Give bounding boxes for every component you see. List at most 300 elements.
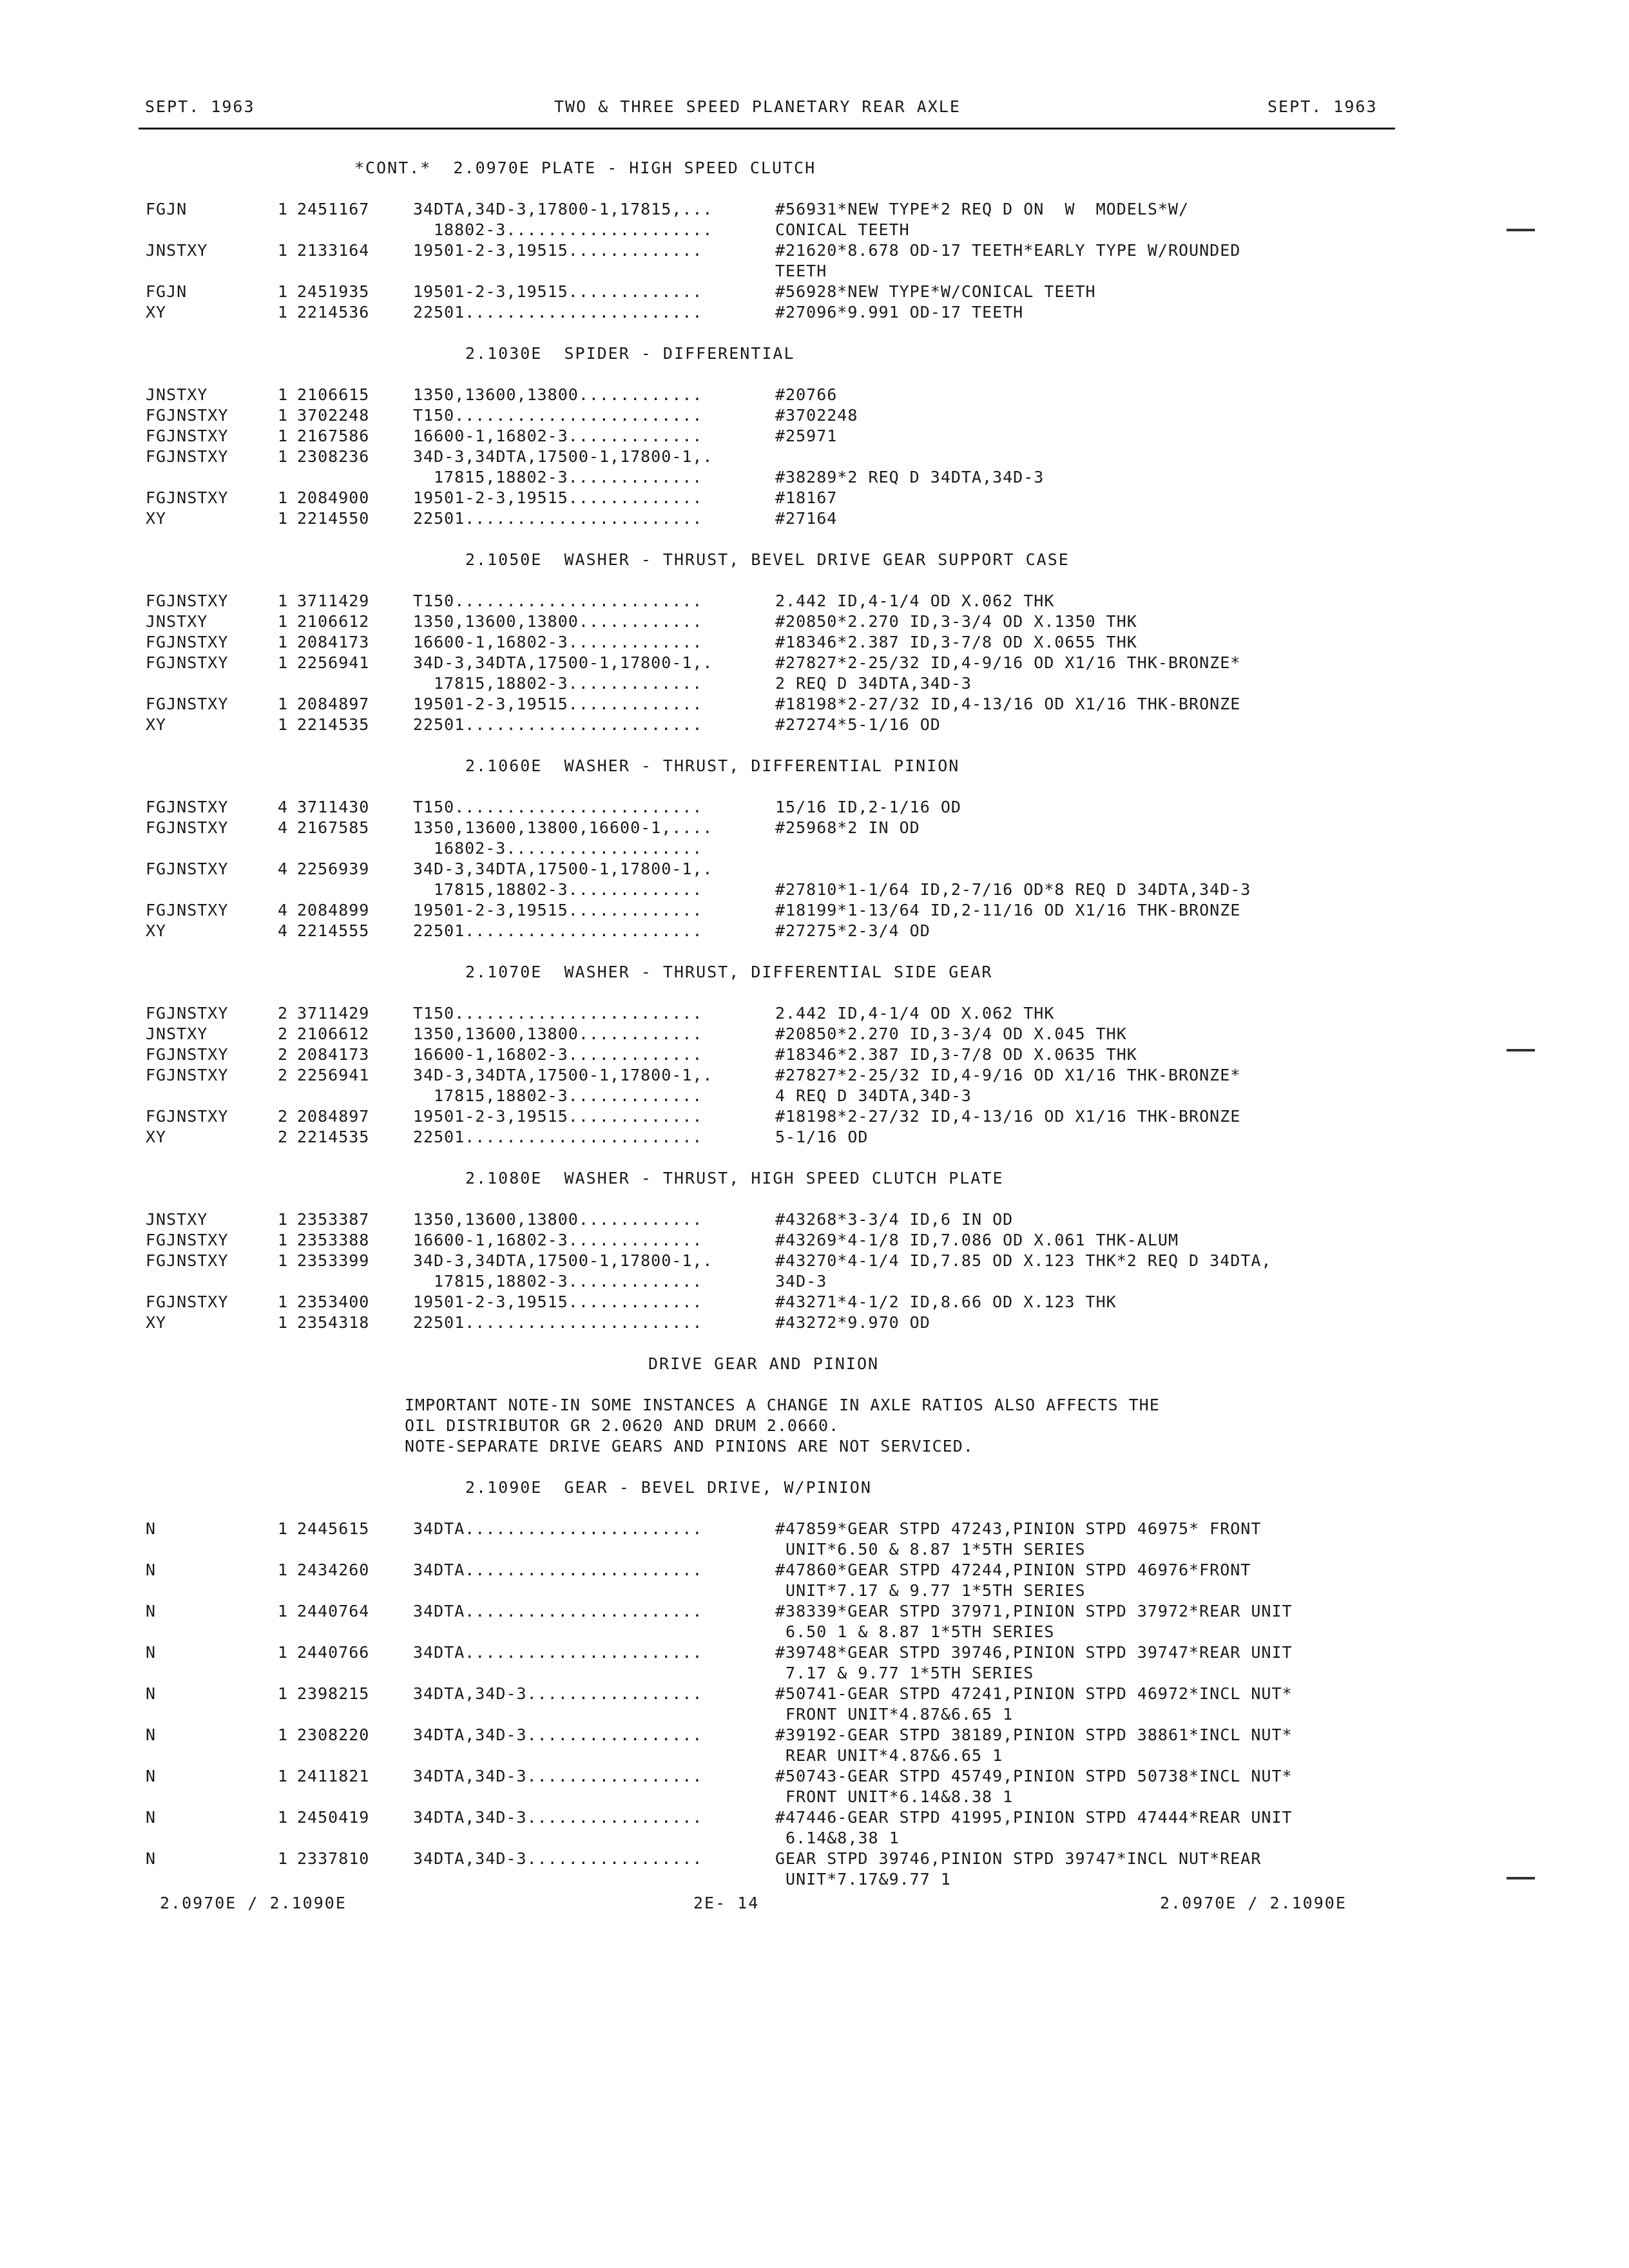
part-number [297,879,413,900]
table-row [0,591,1629,611]
model-codes: XY [146,1313,167,1332]
model-codes: N [146,1849,157,1868]
description: #50743-GEAR STPD 45749,PINION STPD 50738*INCL NUT* [775,1767,1293,1785]
applications [413,1787,775,1807]
applications: 19501-2-3,19515............. [413,282,703,301]
table-row [0,261,1629,282]
description: GEAR STPD 39746,PINION STPD 39747*INCL NUT*REAR [775,1849,1262,1868]
table-row [0,1127,1629,1148]
table-row [0,199,1629,220]
table-row [0,900,1629,921]
part-number: 2214555 [297,921,370,940]
description: UNIT*7.17&9.77 1 [775,1870,951,1888]
model-codes: FGJNSTXY [146,447,229,466]
applications: 22501....................... [413,715,703,734]
model-codes: N [146,1808,157,1827]
part-number: 2106612 [297,1024,370,1043]
applications: 16600-1,16802-3............. [413,427,703,445]
table-row [0,1704,1629,1725]
applications: 34DTA,34D-3................. [413,1684,703,1703]
description: 4 REQ D 34DTA,34D-3 [775,1086,972,1105]
description: #39748*GEAR STPD 39746,PINION STPD 39747*REAR UNIT [775,1643,1293,1662]
applications: 22501....................... [413,1313,703,1332]
applications: 19501-2-3,19515............. [413,901,703,919]
part-number: 2451935 [297,282,370,301]
applications: 34DTA,34D-3,17800-1,17815,... [413,200,713,218]
table-row [0,1828,1629,1849]
quantity [278,838,297,859]
applications: 22501....................... [413,509,703,528]
applications: T150........................ [413,406,703,425]
table-row [0,1292,1629,1312]
applications [413,1828,775,1849]
model-codes: XY [146,921,167,940]
table-row [0,1251,1629,1271]
description: #27275*2-3/4 OD [775,921,930,940]
description: 34D-3 [775,1272,827,1291]
table-row [0,797,1629,818]
section-group [0,797,1629,941]
table-row [0,467,1629,488]
model-codes [0,1086,278,1106]
model-codes: JNSTXY [146,241,208,260]
model-codes: XY [146,303,167,322]
section-group [0,385,1629,529]
table-row [0,1766,1629,1787]
model-codes [0,1663,278,1684]
quantity: 1 [278,633,289,651]
quantity: 1 [278,406,289,425]
description: #56928*NEW TYPE*W/CONICAL TEETH [775,282,1096,301]
description: #27096*9.991 OD-17 TEETH [775,303,1024,322]
part-number: 2256941 [297,1066,370,1084]
part-number: 2106615 [297,385,370,404]
model-codes: JNSTXY [146,612,208,631]
description: #21620*8.678 OD-17 TEETH*EARLY TYPE W/ROUNDED [775,241,1241,260]
section-title: 2.1030E SPIDER - DIFFERENTIAL [465,344,795,363]
applications: T150........................ [413,798,703,816]
model-codes: FGJNSTXY [146,653,229,672]
table-row [0,302,1629,323]
model-codes: N [146,1602,157,1620]
model-codes: FGJNSTXY [146,1251,229,1270]
model-codes: FGJNSTXY [146,1066,229,1084]
model-codes [0,1271,278,1292]
quantity: 1 [278,1767,289,1785]
part-number: 2214550 [297,509,370,528]
part-number: 2308236 [297,447,370,466]
part-number [297,838,413,859]
quantity: 4 [278,860,289,878]
applications: 16600-1,16802-3............. [413,1231,703,1249]
applications [413,1663,775,1684]
quantity: 1 [278,653,289,672]
applications: T150........................ [413,1004,703,1023]
part-number [297,1787,413,1807]
table-row [0,1312,1629,1333]
table-row [0,818,1629,838]
table-row [0,385,1629,405]
table-row [0,715,1629,735]
note-line: NOTE-SEPARATE DRIVE GEARS AND PINIONS ARE NOT SERVICED. [405,1437,974,1456]
table-row [0,508,1629,529]
part-number: 2337810 [297,1849,370,1868]
model-codes [0,879,278,900]
part-number: 2084897 [297,695,370,713]
part-number: 2167585 [297,818,370,837]
applications [413,1704,775,1725]
model-codes: FGJNSTXY [146,488,229,507]
applications [413,1539,775,1560]
quantity [278,1663,297,1684]
model-codes [0,220,278,240]
quantity: 1 [278,1643,289,1662]
table-row [0,1065,1629,1086]
quantity [278,1271,297,1292]
applications: 18802-3.................... [434,220,713,239]
part-number: 2308220 [297,1725,370,1744]
description: #20850*2.270 ID,3-3/4 OD X.1350 THK [775,612,1137,631]
description: REAR UNIT*4.87&6.65 1 [775,1746,1003,1765]
table-row [0,879,1629,900]
quantity: 1 [278,1293,289,1311]
table-row [0,1230,1629,1251]
applications: 16600-1,16802-3............. [413,1045,703,1064]
model-codes: N [146,1561,157,1579]
table-row [0,240,1629,261]
table-row [0,1663,1629,1684]
applications: 34DTA....................... [413,1561,703,1579]
margin-mark [1507,1049,1535,1052]
applications: 34DTA,34D-3................. [413,1725,703,1744]
description: #43270*4-1/4 ID,7.85 OD X.123 THK*2 REQ D 34DTA, [775,1251,1272,1270]
applications: 34D-3,34DTA,17500-1,17800-1,. [413,1066,713,1084]
part-number: 2084173 [297,1045,370,1064]
table-row [0,1581,1629,1601]
description: #27164 [775,509,838,528]
description: CONICAL TEETH [775,220,910,239]
quantity: 1 [278,1849,289,1868]
model-codes: FGJNSTXY [146,1231,229,1249]
model-codes: FGJNSTXY [146,427,229,445]
model-codes: FGJNSTXY [146,818,229,837]
model-codes [0,1745,278,1766]
applications: 34D-3,34DTA,17500-1,17800-1,. [413,1251,713,1270]
part-number: 2167586 [297,427,370,445]
description: #43272*9.970 OD [775,1313,930,1332]
model-codes: N [146,1725,157,1744]
table-row [0,859,1629,879]
quantity: 1 [278,241,289,260]
table-row [0,1044,1629,1065]
description: 15/16 ID,2-1/16 OD [775,798,961,816]
model-codes: FGJNSTXY [146,695,229,713]
quantity: 1 [278,1561,289,1579]
quantity [278,467,297,488]
footer-page-number: 2E- 14 [693,1894,760,1912]
important-note [0,1395,1629,1457]
table-row [0,282,1629,302]
model-codes [0,1869,278,1890]
description: #27274*5-1/16 OD [775,715,941,734]
quantity: 4 [278,818,289,837]
table-row [0,1787,1629,1807]
quantity: 4 [278,798,289,816]
quantity: 1 [278,509,289,528]
part-number: 2353387 [297,1210,370,1229]
quantity: 1 [278,1210,289,1229]
description: #18199*1-13/64 ID,2-11/16 OD X1/16 THK-BRONZE [775,901,1241,919]
quantity [278,261,297,282]
table-row [0,694,1629,715]
description: #38339*GEAR STPD 37971,PINION STPD 37972*REAR UNIT [775,1602,1293,1620]
applications [413,1622,775,1642]
quantity: 2 [278,1066,289,1084]
section-title: 2.1080E WASHER - THRUST, HIGH SPEED CLUTCH PLATE [465,1169,1004,1187]
description: UNIT*7.17 & 9.77 1*5TH SERIES [775,1581,1086,1600]
applications: T150........................ [413,591,703,610]
quantity [278,673,297,694]
table-row [0,921,1629,941]
part-number [297,1622,413,1642]
drive-gear-heading: DRIVE GEAR AND PINION [648,1354,880,1373]
applications: 1350,13600,13800............ [413,385,703,404]
model-codes: N [146,1684,157,1703]
table-row [0,1003,1629,1024]
quantity: 1 [278,612,289,631]
model-codes: FGJNSTXY [146,591,229,610]
applications: 34DTA....................... [413,1519,703,1538]
table-row [0,220,1629,240]
part-number: 3711430 [297,798,370,816]
applications: 16600-1,16802-3............. [413,633,703,651]
header-date-right: SEPT. 1963 [1268,97,1378,116]
header-date-left: SEPT. 1963 [145,97,255,116]
description: #20766 [775,385,838,404]
description: 2 REQ D 34DTA,34D-3 [775,674,972,693]
quantity [278,220,297,240]
description: #47860*GEAR STPD 47244,PINION STPD 46976*FRONT [775,1561,1251,1579]
applications: 19501-2-3,19515............. [413,1293,703,1311]
part-number [297,467,413,488]
applications: 19501-2-3,19515............. [413,695,703,713]
quantity: 1 [278,1602,289,1620]
description: TEETH [775,262,827,280]
table-row [0,673,1629,694]
model-codes: FGJN [146,200,188,218]
table-row [0,1271,1629,1292]
part-number: 2451167 [297,200,370,218]
quantity: 2 [278,1045,289,1064]
quantity [278,1745,297,1766]
table-row [0,1601,1629,1622]
description: #43268*3-3/4 ID,6 IN OD [775,1210,1014,1229]
section-group [0,199,1629,323]
table-row [0,1807,1629,1828]
quantity [278,1787,297,1807]
table-row [0,1745,1629,1766]
table-row [0,426,1629,447]
description: #18167 [775,488,838,507]
quantity: 1 [278,1808,289,1827]
quantity [278,879,297,900]
quantity: 2 [278,1024,289,1043]
applications: 1350,13600,13800............ [413,1024,703,1043]
part-number [297,261,413,282]
quantity [278,1704,297,1725]
margin-mark [1507,229,1535,231]
table-row [0,1539,1629,1560]
section-title: 2.1070E WASHER - THRUST, DIFFERENTIAL SIDE GEAR [465,963,993,981]
quantity [278,1622,297,1642]
description: #43271*4-1/2 ID,8.66 OD X.123 THK [775,1293,1117,1311]
description: #25968*2 IN OD [775,818,920,837]
model-codes: FGJNSTXY [146,1045,229,1064]
table-row [0,488,1629,508]
description: #38289*2 REQ D 34DTA,34D-3 [775,468,1045,486]
model-codes [0,467,278,488]
model-codes: FGJNSTXY [146,1004,229,1023]
quantity: 2 [278,1004,289,1023]
model-codes: FGJNSTXY [146,1293,229,1311]
part-number: 2440766 [297,1643,370,1662]
applications: 34DTA....................... [413,1643,703,1662]
description: #47859*GEAR STPD 47243,PINION STPD 46975* FRONT [775,1519,1262,1538]
model-codes [0,261,278,282]
applications: 17815,18802-3............. [434,1272,703,1291]
quantity: 1 [278,447,289,466]
model-codes: XY [146,715,167,734]
description: 6.14&8,38 1 [775,1829,900,1847]
table-row [0,1725,1629,1745]
model-codes: FGJNSTXY [146,1107,229,1126]
margin-mark [1507,1877,1535,1879]
description: #43269*4-1/8 ID,7.086 OD X.061 THK-ALUM [775,1231,1179,1249]
applications: 22501....................... [413,303,703,322]
applications: 1350,13600,13800............ [413,612,703,631]
description: #56931*NEW TYPE*2 REQ D ON W MODELS*W/ [775,200,1190,218]
part-number [297,1828,413,1849]
quantity: 1 [278,1251,289,1270]
header-rule [139,128,1395,130]
model-codes: JNSTXY [146,385,208,404]
applications [413,1869,775,1890]
model-codes: JNSTXY [146,1210,208,1229]
quantity: 1 [278,591,289,610]
quantity: 1 [278,488,289,507]
part-number [297,1581,413,1601]
part-number: 2353388 [297,1231,370,1249]
note-line: OIL DISTRIBUTOR GR 2.0620 AND DRUM 2.0660. [405,1416,840,1435]
part-number [297,220,413,240]
description: FRONT UNIT*6.14&8.38 1 [775,1787,1014,1806]
applications: 19501-2-3,19515............. [413,241,703,260]
part-number: 2440764 [297,1602,370,1620]
applications: 34D-3,34DTA,17500-1,17800-1,. [413,653,713,672]
description: UNIT*6.50 & 8.87 1*5TH SERIES [775,1540,1086,1559]
table-row [0,611,1629,632]
quantity: 1 [278,303,289,322]
part-number: 2214536 [297,303,370,322]
table-row [0,1869,1629,1890]
quantity [278,1539,297,1560]
quantity: 2 [278,1107,289,1126]
quantity: 1 [278,1313,289,1332]
part-number: 2106612 [297,612,370,631]
applications: 1350,13600,13800............ [413,1210,703,1229]
table-row [0,1684,1629,1704]
part-number: 2434260 [297,1561,370,1579]
part-number: 2450419 [297,1808,370,1827]
model-codes [0,1704,278,1725]
description: FRONT UNIT*4.87&6.65 1 [775,1705,1014,1724]
model-codes [0,673,278,694]
part-number: 2084897 [297,1107,370,1126]
quantity: 1 [278,200,289,218]
parts-list [0,158,1629,1910]
description: #18198*2-27/32 ID,4-13/16 OD X1/16 THK-BRONZE [775,1107,1241,1126]
table-row [0,1622,1629,1642]
section-group [0,1519,1629,1890]
table-row [0,1086,1629,1106]
part-number [297,1869,413,1890]
applications: 19501-2-3,19515............. [413,488,703,507]
description: #27827*2-25/32 ID,4-9/16 OD X1/16 THK-BRONZE* [775,1066,1241,1084]
model-codes: N [146,1643,157,1662]
part-number: 2084900 [297,488,370,507]
section-group [0,1003,1629,1148]
description: 2.442 ID,4-1/4 OD X.062 THK [775,591,1055,610]
part-number: 2353400 [297,1293,370,1311]
table-row [0,1106,1629,1127]
model-codes: JNSTXY [146,1024,208,1043]
quantity: 1 [278,715,289,734]
part-number [297,1539,413,1560]
applications: 1350,13600,13800,16600-1,.... [413,818,713,837]
part-number: 2084899 [297,901,370,919]
table-row [0,1209,1629,1230]
table-row [0,1849,1629,1869]
description: 7.17 & 9.77 1*5TH SERIES [775,1664,1034,1682]
part-number: 2411821 [297,1767,370,1785]
section-title: 2.1060E WASHER - THRUST, DIFFERENTIAL PINION [465,756,960,775]
table-row [0,1560,1629,1581]
applications: 34DTA,34D-3................. [413,1808,703,1827]
section-title: 2.1050E WASHER - THRUST, BEVEL DRIVE GEAR SUPPORT CASE [465,550,1070,569]
quantity [278,1086,297,1106]
part-number: 3711429 [297,1004,370,1023]
description: #39192-GEAR STPD 38189,PINION STPD 38861*INCL NUT* [775,1725,1293,1744]
applications: 34D-3,34DTA,17500-1,17800-1,. [413,447,713,466]
model-codes: N [146,1519,157,1538]
part-number: 2353399 [297,1251,370,1270]
part-number: 3702248 [297,406,370,425]
section-group [0,1209,1629,1333]
description: #18346*2.387 ID,3-7/8 OD X.0655 THK [775,633,1137,651]
quantity: 2 [278,1128,289,1146]
applications [413,1581,775,1601]
model-codes [0,1828,278,1849]
quantity: 1 [278,1684,289,1703]
description: 6.50 1 & 8.87 1*5TH SERIES [775,1622,1055,1641]
part-number: 2445615 [297,1519,370,1538]
description: 5-1/16 OD [775,1128,869,1146]
description: #27827*2-25/32 ID,4-9/16 OD X1/16 THK-BRONZE* [775,653,1241,672]
applications: 22501....................... [413,1128,703,1146]
part-number: 2084173 [297,633,370,651]
description: #47446-GEAR STPD 41995,PINION STPD 47444*REAR UNIT [775,1808,1293,1827]
applications: 16802-3................... [434,839,703,858]
